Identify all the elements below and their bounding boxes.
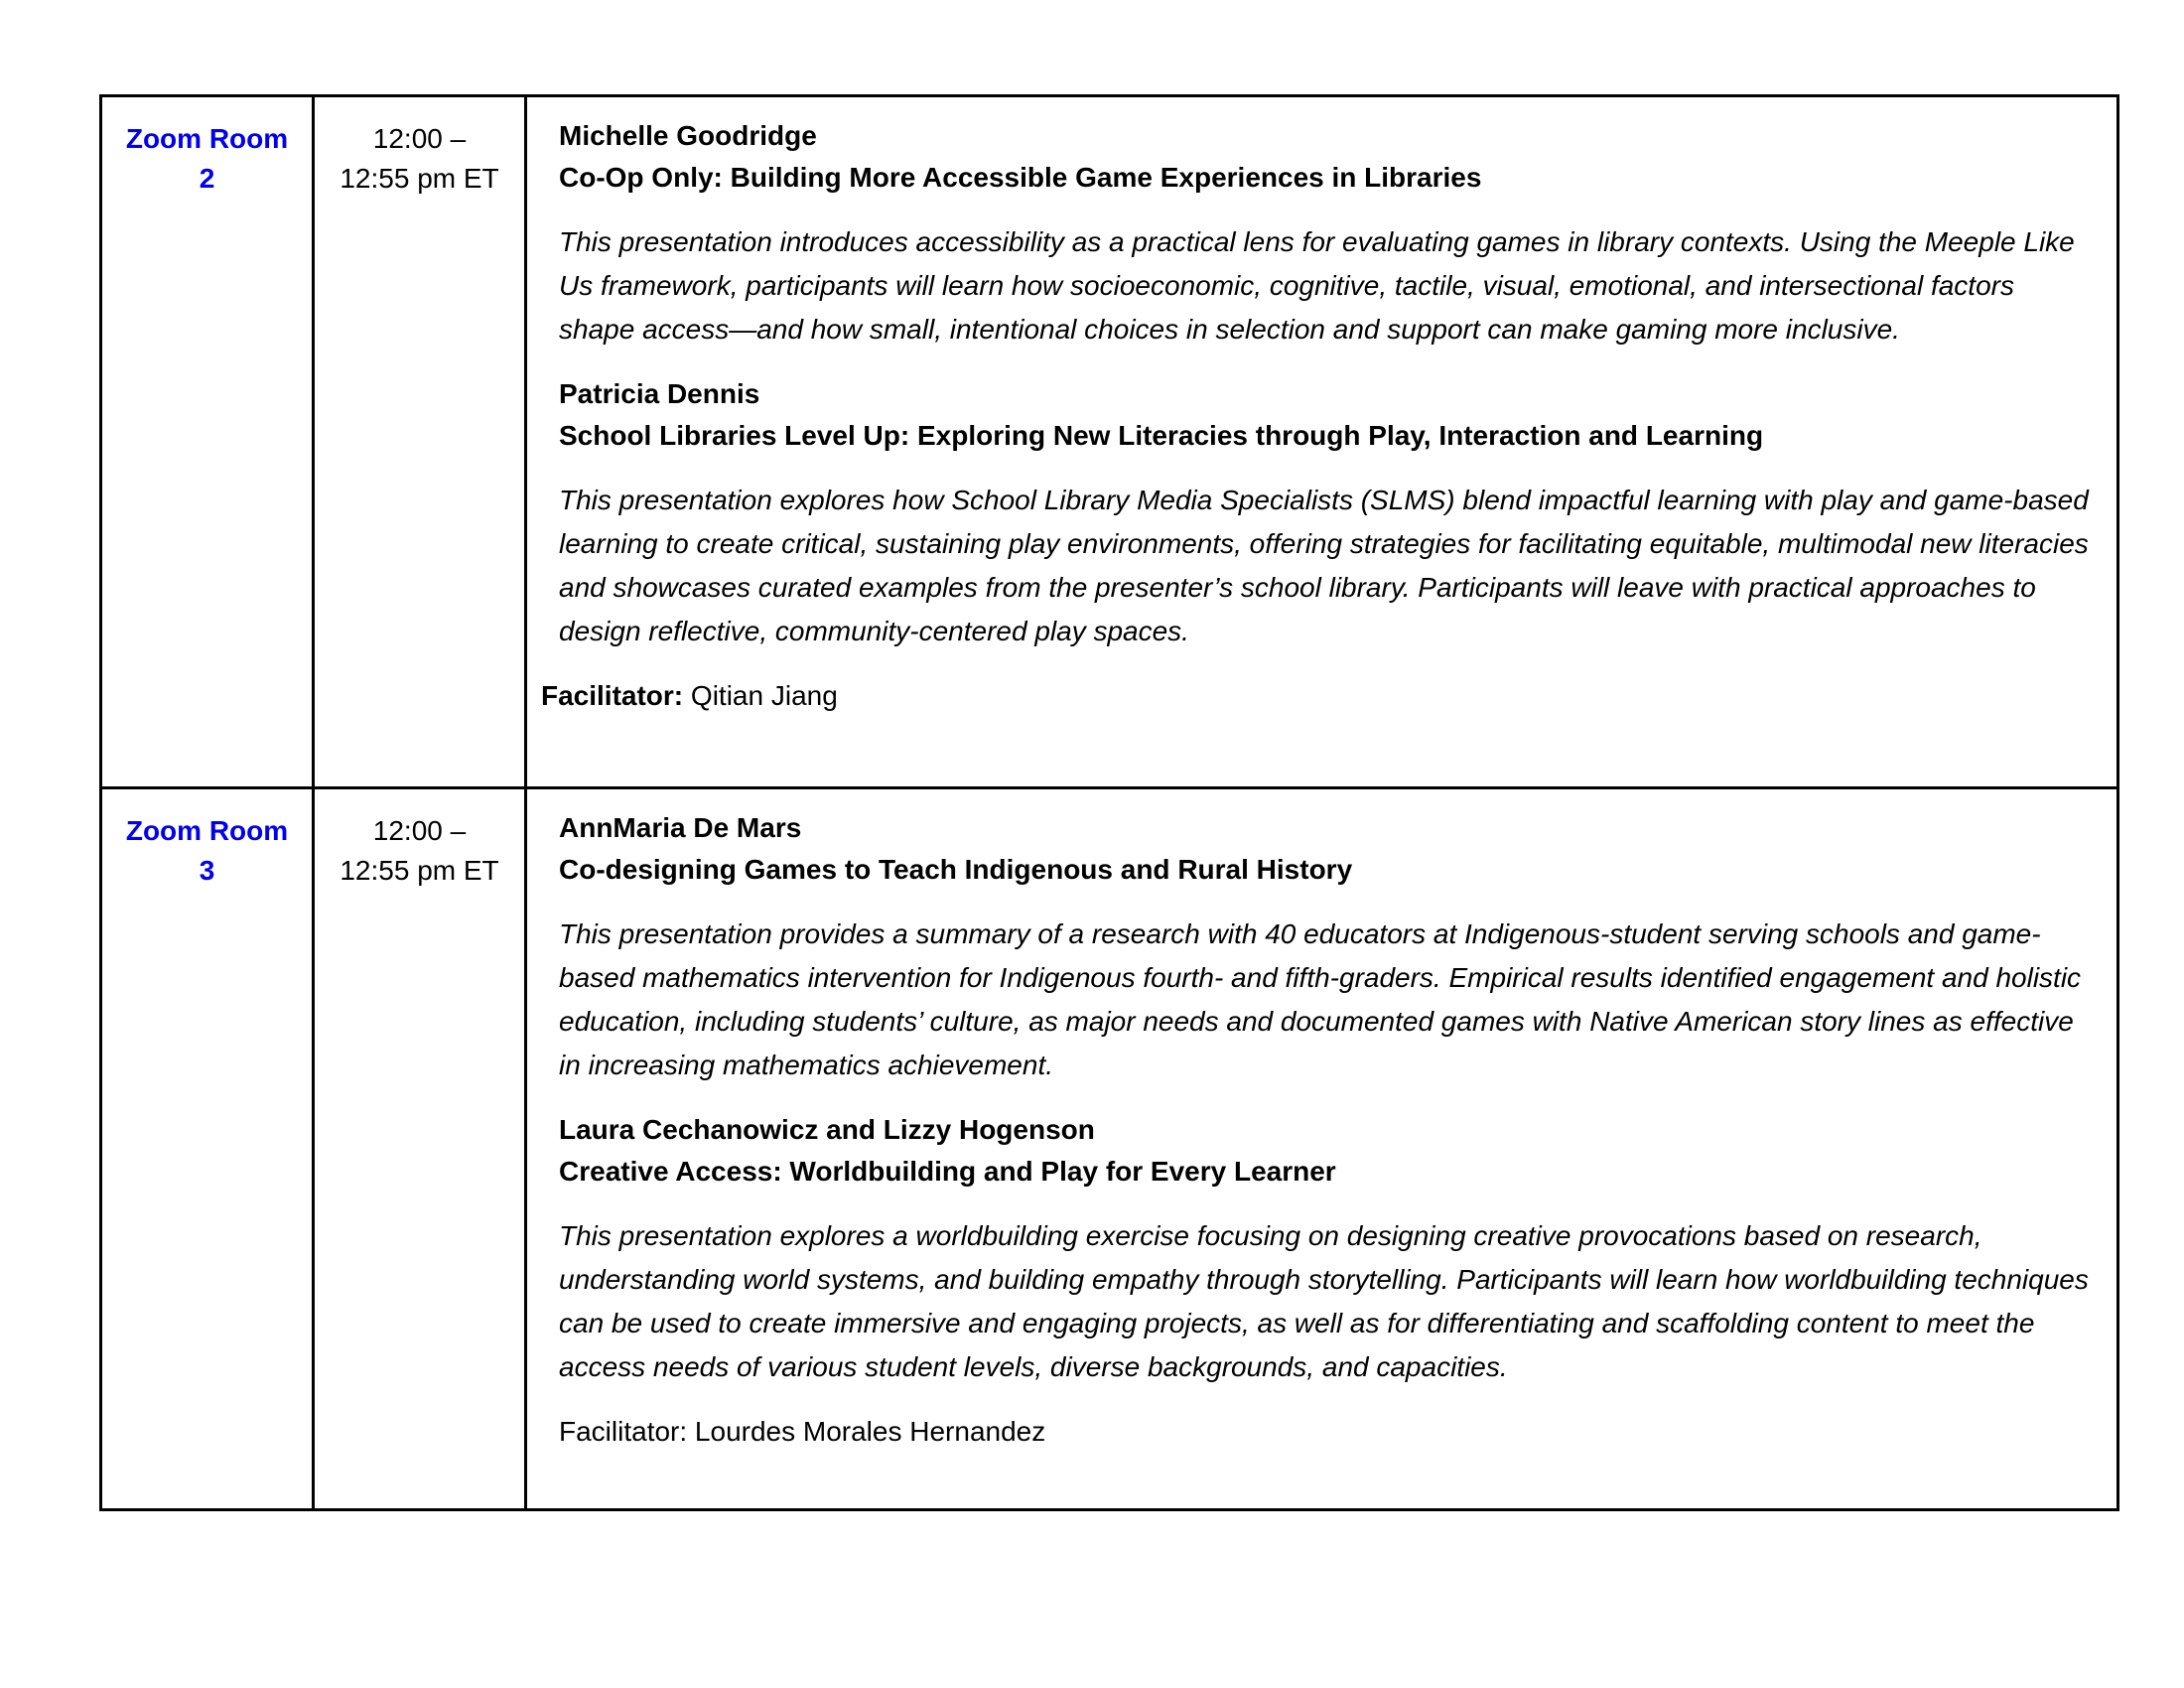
- presentation-abstract: This presentation provides a summary of a research with 40 educators at Indigenous-student serving schools and game-based mathematics intervention for Indigenous fourth- and fifth-graders. Empirical results identified engagement and holistic education, including students’ culture, as major needs and documented games with Native American story lines as effective in increasing mathematics achievement.: [559, 918, 2082, 1080]
- room-cell: [101, 788, 314, 1510]
- time-end: 12:55 pm ET: [340, 855, 499, 886]
- presentation-block: [559, 373, 2097, 653]
- time-end: 12:55 pm ET: [340, 163, 499, 194]
- speaker-name: Laura Cechanowicz and Lizzy Hogenson: [559, 1114, 1095, 1145]
- speaker-name: AnnMaria De Mars: [559, 812, 802, 843]
- schedule-table: [99, 94, 2119, 1511]
- room-label: Zoom Room: [125, 123, 289, 154]
- time-start: 12:00 –: [372, 815, 467, 846]
- facilitator-line: [541, 675, 2097, 717]
- zoom-room-2-link[interactable]: [102, 119, 312, 199]
- facilitator-label: Facilitator:: [541, 680, 684, 711]
- presentation-abstract: This presentation introduces accessibility as a practical lens for evaluating games in library contexts. Using the Meeple Like Us framework, participants will learn how socioeconomic, cognitive, tactile, visual, emotional, and intersectional factors shape access—and how small, intentional choices in selection and support can make gaming more inclusive.: [559, 226, 2075, 345]
- speaker-name: Patricia Dennis: [559, 378, 760, 409]
- facilitator-line: Facilitator: Lourdes Morales Hernandez: [559, 1416, 1046, 1447]
- presentation-abstract: This presentation explores a worldbuilding exercise focusing on designing creative provocations based on research, understanding world systems, and building empathy through storytelling. Participants will learn how worldbuilding techniques can be used to create immersive and engaging projects, as well as for differentiating and scaffolding content to meet the access needs of various student levels, diverse backgrounds, and capacities.: [559, 1220, 2089, 1382]
- presentation-block: [559, 807, 2097, 1087]
- time-cell: [314, 788, 526, 1510]
- room-number: 3: [199, 855, 215, 886]
- time-start: 12:00 –: [372, 123, 467, 154]
- presentation-abstract: This presentation explores how School Library Media Specialists (SLMS) blend impactful learning with play and game-based learning to create critical, sustaining play environments, offering strategies for facilitating equitable, multimodal new literacies and showcases curated examples from the presenter’s school library. Participants will leave with practical approaches to design reflective, community-centered play spaces.: [559, 485, 2089, 646]
- room-label: Zoom Room: [125, 815, 289, 846]
- presentation-title: Co-Op Only: Building More Accessible Game Experiences in Libraries: [559, 162, 1482, 193]
- schedule-row-zoom-room-3: [101, 788, 2118, 1510]
- details-cell: [526, 788, 2118, 1510]
- schedule-row-zoom-room-2: [101, 96, 2118, 788]
- presentation-block: [559, 115, 2097, 352]
- room-cell: [101, 96, 314, 788]
- zoom-room-3-link[interactable]: [102, 811, 312, 891]
- presentation-block: [559, 1109, 2097, 1389]
- presentation-title: Creative Access: Worldbuilding and Play for Every Learner: [559, 1156, 1336, 1187]
- time-cell: [314, 96, 526, 788]
- room-number: 2: [199, 163, 215, 194]
- facilitator-name: Qitian Jiang: [683, 680, 838, 711]
- speaker-name: Michelle Goodridge: [559, 120, 817, 151]
- presentation-title: School Libraries Level Up: Exploring New Literacies through Play, Interaction and Learning: [559, 420, 1764, 451]
- details-cell: [526, 96, 2118, 788]
- presentation-title: Co-designing Games to Teach Indigenous and Rural History: [559, 854, 1353, 885]
